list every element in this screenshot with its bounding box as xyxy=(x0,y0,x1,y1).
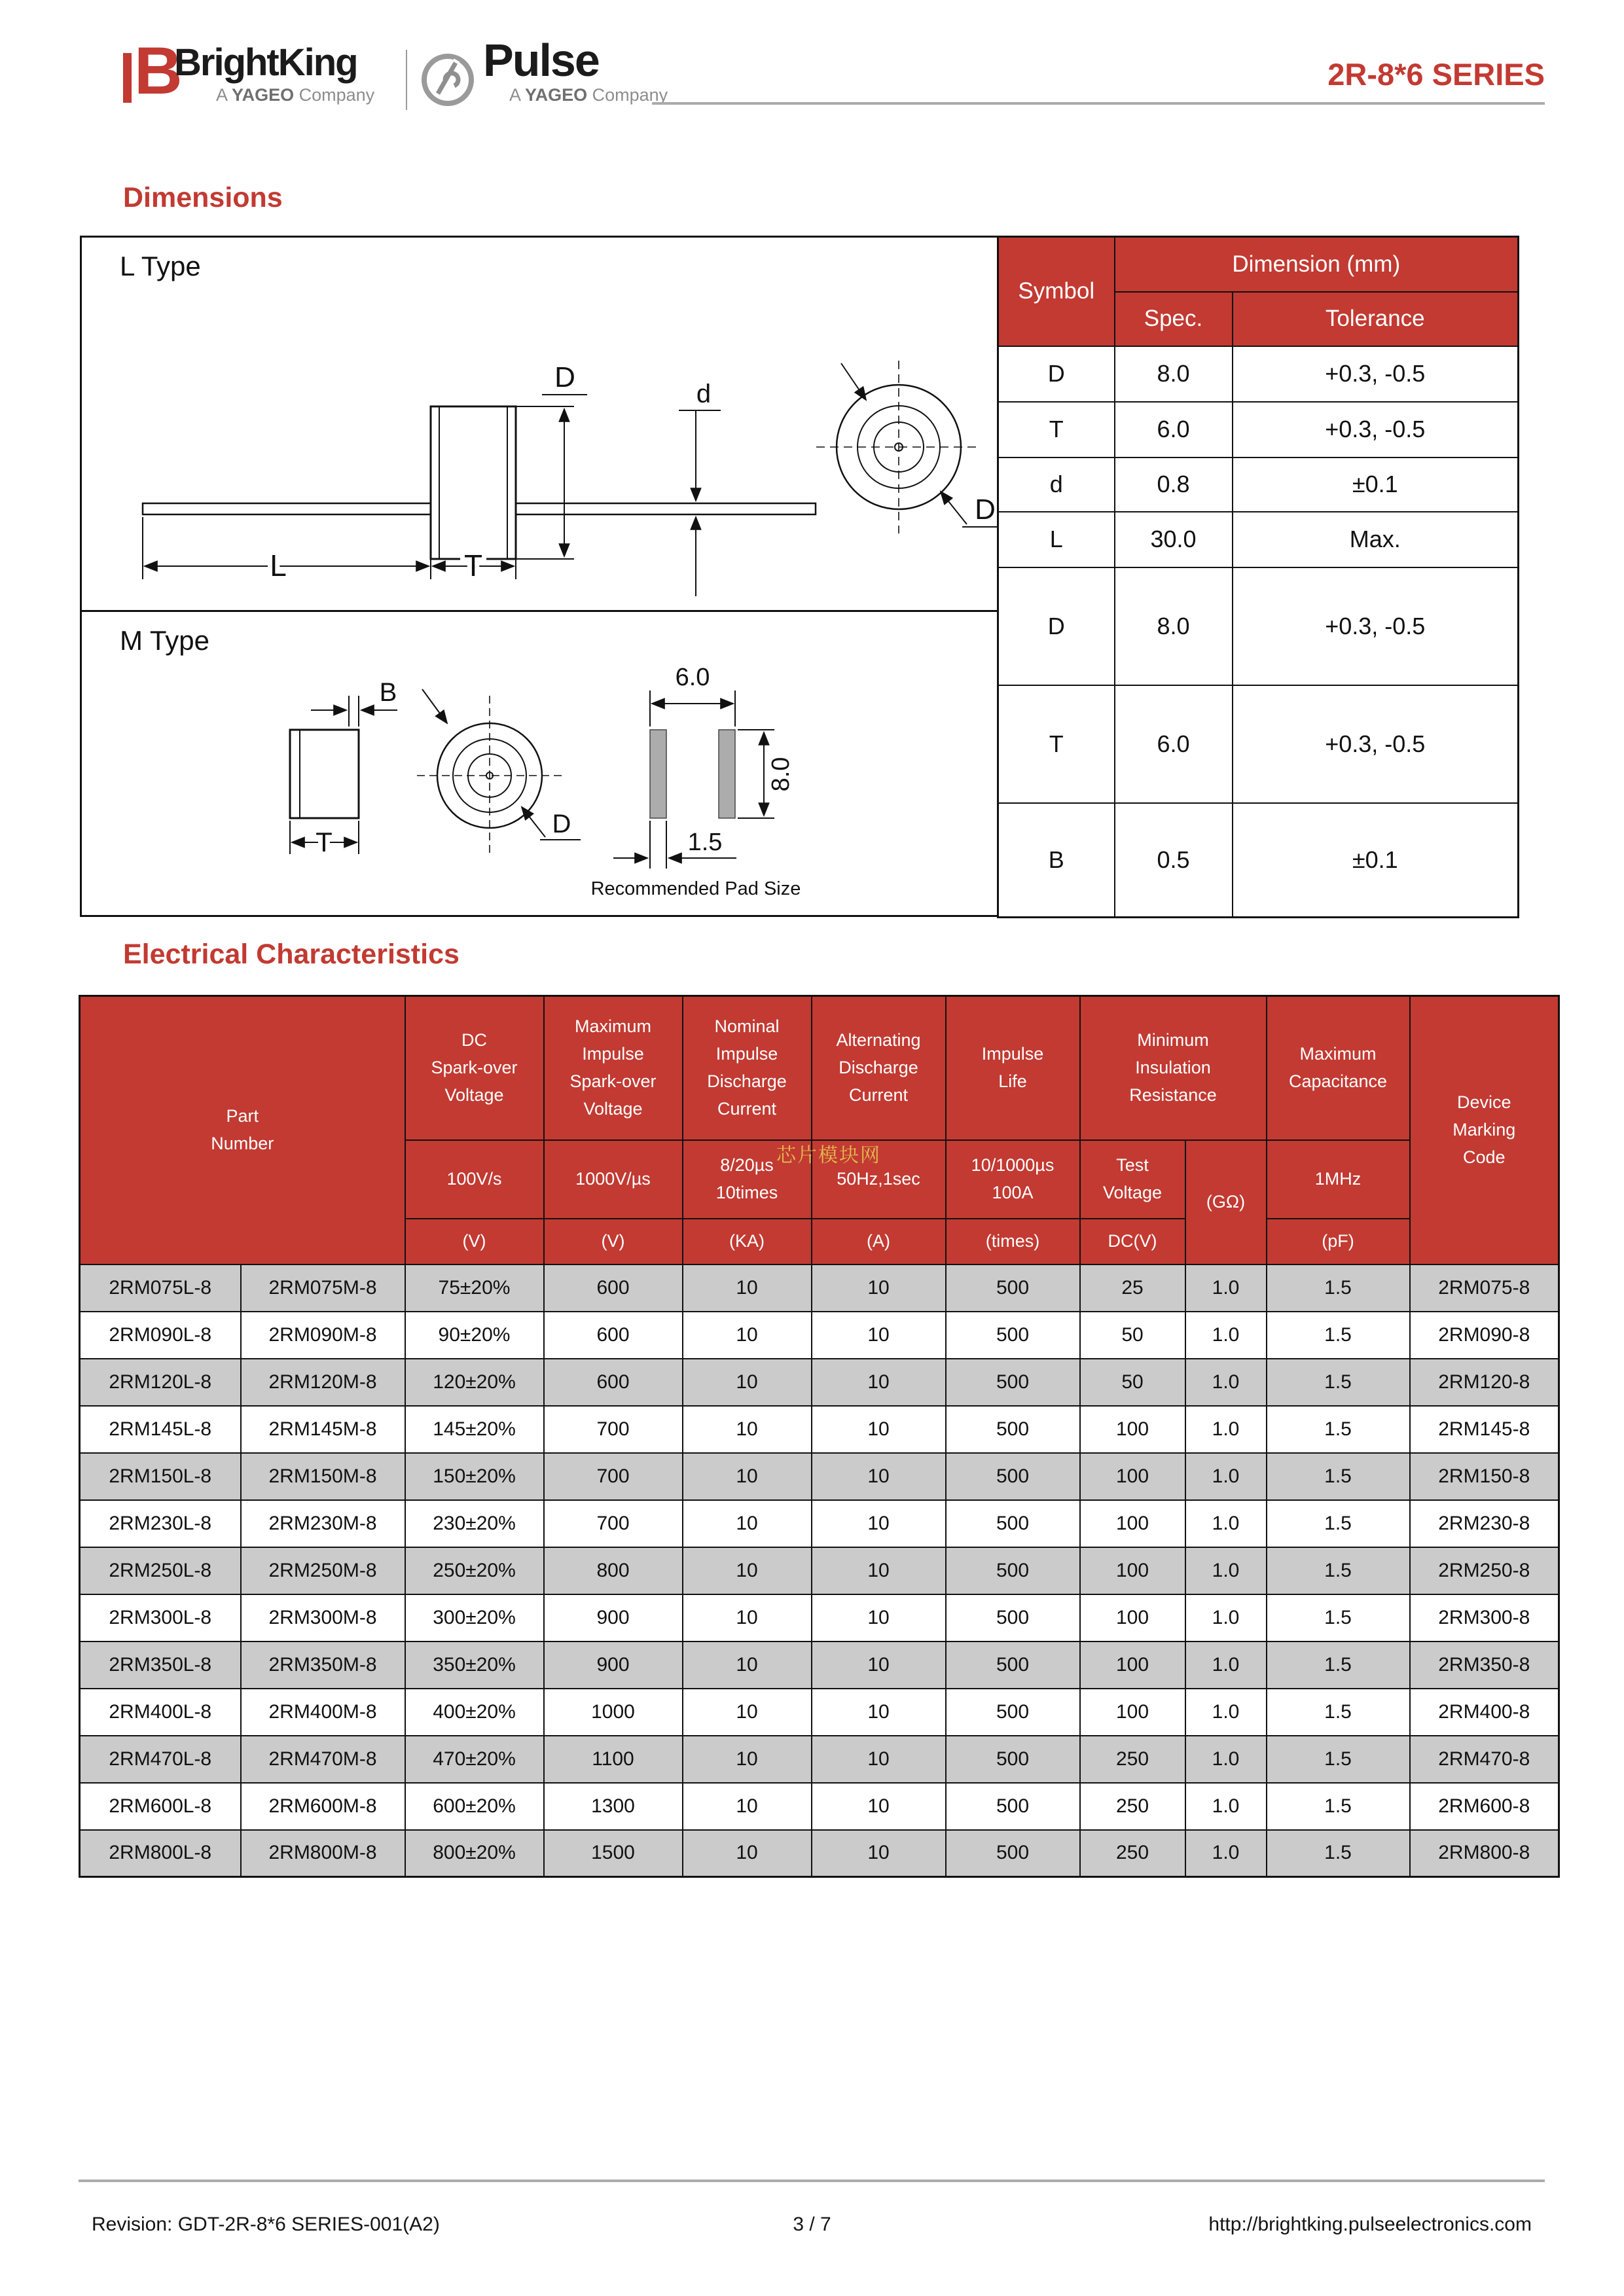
cell-dc-sparkover: 300±20% xyxy=(405,1594,544,1641)
electrical-table xyxy=(79,995,1560,1878)
cell-max-impulse: 700 xyxy=(544,1453,683,1500)
cell-part-m: 2RM230M-8 xyxy=(241,1500,405,1547)
cell-capacitance: 1.5 xyxy=(1267,1594,1410,1641)
cell-test-voltage: 250 xyxy=(1080,1736,1185,1783)
cell-nominal-discharge: 10 xyxy=(683,1736,812,1783)
pad-dim-gap: 1.5 xyxy=(687,829,723,856)
table-row xyxy=(80,1312,1559,1359)
cell-impulse-life: 500 xyxy=(946,1783,1080,1830)
l-type-panel xyxy=(82,238,997,612)
cell-dc-sparkover: 150±20% xyxy=(405,1453,544,1500)
col-alternating-discharge: Alternating Discharge Current xyxy=(812,996,946,1140)
cell-alternating: 10 xyxy=(812,1830,946,1877)
cell-marking-code: 2RM600-8 xyxy=(1410,1783,1559,1830)
cell-capacitance: 1.5 xyxy=(1267,1265,1410,1312)
dim-label-d: d xyxy=(696,380,712,408)
sub-1mhz: 1MHz xyxy=(1267,1140,1410,1219)
cell-marking-code: 2RM300-8 xyxy=(1410,1594,1559,1641)
sub-1000vus: 1000V/µs xyxy=(544,1140,683,1219)
dim-label-D-endview: D xyxy=(975,493,996,526)
col-dc-sparkover: DC Spark-over Voltage xyxy=(405,996,544,1140)
cell-gohm: 1.0 xyxy=(1185,1500,1267,1547)
footer-page-number: 3 / 7 xyxy=(793,2214,831,2235)
cell-capacitance: 1.5 xyxy=(1267,1312,1410,1359)
tagline-yageo: YAGEO xyxy=(232,85,295,105)
cell-alternating: 10 xyxy=(812,1547,946,1594)
cell-max-impulse: 900 xyxy=(544,1594,683,1641)
dimension-table xyxy=(997,236,1519,918)
m-type-label: M Type xyxy=(120,625,209,656)
cell-marking-code: 2RM400-8 xyxy=(1410,1689,1559,1736)
cell-test-voltage: 250 xyxy=(1080,1830,1185,1877)
table-row xyxy=(998,685,1519,803)
cell-impulse-life: 500 xyxy=(946,1406,1080,1453)
dim-label-T2: T xyxy=(316,827,333,857)
dim-symbol: D xyxy=(998,346,1115,402)
cell-impulse-life: 500 xyxy=(946,1830,1080,1877)
cell-test-voltage: 100 xyxy=(1080,1500,1185,1547)
table-row xyxy=(80,1500,1559,1547)
cell-part-m: 2RM600M-8 xyxy=(241,1783,405,1830)
cell-part-l: 2RM470L-8 xyxy=(80,1736,241,1783)
cell-marking-code: 2RM145-8 xyxy=(1410,1406,1559,1453)
cell-part-l: 2RM600L-8 xyxy=(80,1783,241,1830)
dim-spec: 6.0 xyxy=(1115,402,1233,457)
cell-impulse-life: 500 xyxy=(946,1689,1080,1736)
cell-nominal-discharge: 10 xyxy=(683,1312,812,1359)
cell-impulse-life: 500 xyxy=(946,1641,1080,1689)
cell-nominal-discharge: 10 xyxy=(683,1265,812,1312)
m-type-diagram xyxy=(82,612,997,913)
cell-max-impulse: 1300 xyxy=(544,1783,683,1830)
cell-impulse-life: 500 xyxy=(946,1359,1080,1406)
cell-max-impulse: 1100 xyxy=(544,1736,683,1783)
dim-col-symbol: Symbol xyxy=(998,237,1115,346)
cell-nominal-discharge: 10 xyxy=(683,1406,812,1453)
cell-dc-sparkover: 75±20% xyxy=(405,1265,544,1312)
cell-dc-sparkover: 250±20% xyxy=(405,1547,544,1594)
cell-part-m: 2RM400M-8 xyxy=(241,1689,405,1736)
cell-alternating: 10 xyxy=(812,1736,946,1783)
cell-gohm: 1.0 xyxy=(1185,1783,1267,1830)
col-max-impulse: Maximum Impulse Spark-over Voltage xyxy=(544,996,683,1140)
cell-part-l: 2RM120L-8 xyxy=(80,1359,241,1406)
dim-spec: 8.0 xyxy=(1115,567,1233,685)
footer-revision: Revision: GDT-2R-8*6 SERIES-001(A2) xyxy=(92,2214,440,2235)
dim-spec: 0.8 xyxy=(1115,457,1233,512)
cell-marking-code: 2RM230-8 xyxy=(1410,1500,1559,1547)
electrical-table-body xyxy=(80,1265,1559,1877)
header-rule xyxy=(652,102,1545,105)
cell-gohm: 1.0 xyxy=(1185,1547,1267,1594)
table-row xyxy=(80,1783,1559,1830)
col-nominal-discharge: Nominal Impulse Discharge Current xyxy=(683,996,812,1140)
unit-times: (times) xyxy=(946,1219,1080,1265)
dim-symbol: B xyxy=(998,803,1115,918)
col-part-number: Part Number xyxy=(80,996,405,1265)
brightking-logo-letter: B xyxy=(134,33,183,108)
dim-tolerance: ±0.1 xyxy=(1233,803,1519,918)
cell-dc-sparkover: 90±20% xyxy=(405,1312,544,1359)
dim-tolerance: +0.3, -0.5 xyxy=(1233,567,1519,685)
cell-marking-code: 2RM470-8 xyxy=(1410,1736,1559,1783)
cell-impulse-life: 500 xyxy=(946,1500,1080,1547)
dim-spec: 0.5 xyxy=(1115,803,1233,918)
dim-label-L: L xyxy=(270,548,287,583)
cell-nominal-discharge: 10 xyxy=(683,1641,812,1689)
l-type-diagram xyxy=(82,238,997,610)
cell-part-m: 2RM300M-8 xyxy=(241,1594,405,1641)
cell-part-l: 2RM075L-8 xyxy=(80,1265,241,1312)
sub-test-voltage: Test Voltage xyxy=(1080,1140,1185,1219)
series-title: 2R-8*6 SERIES xyxy=(1327,57,1545,92)
table-row xyxy=(998,457,1519,512)
pulse-logo-icon xyxy=(416,46,479,109)
pad-dim-side: 8.0 xyxy=(767,757,795,792)
dim-spec: 8.0 xyxy=(1115,346,1233,402)
tagline-company: Company xyxy=(298,85,375,105)
cell-gohm: 1.0 xyxy=(1185,1312,1267,1359)
cell-test-voltage: 100 xyxy=(1080,1641,1185,1689)
unit-v: (V) xyxy=(544,1219,683,1265)
cell-part-m: 2RM120M-8 xyxy=(241,1359,405,1406)
cell-test-voltage: 100 xyxy=(1080,1689,1185,1736)
table-row xyxy=(998,567,1519,685)
col-device-marking: Device Marking Code xyxy=(1410,996,1559,1265)
cell-max-impulse: 1500 xyxy=(544,1830,683,1877)
sub-101000us: 10/1000µs 100A xyxy=(946,1140,1080,1219)
cell-alternating: 10 xyxy=(812,1594,946,1641)
cell-max-impulse: 900 xyxy=(544,1641,683,1689)
sub-820us: 8/20µs 10times xyxy=(683,1140,812,1219)
cell-part-m: 2RM470M-8 xyxy=(241,1736,405,1783)
table-row xyxy=(80,1594,1559,1641)
table-row xyxy=(998,512,1519,567)
cell-alternating: 10 xyxy=(812,1453,946,1500)
dim-symbol: d xyxy=(998,457,1115,512)
brightking-logo-bar xyxy=(123,53,132,103)
col-impulse-life: Impulse Life xyxy=(946,996,1080,1140)
table-row xyxy=(80,1265,1559,1312)
cell-test-voltage: 250 xyxy=(1080,1783,1185,1830)
cell-alternating: 10 xyxy=(812,1406,946,1453)
cell-test-voltage: 25 xyxy=(1080,1265,1185,1312)
cell-alternating: 10 xyxy=(812,1265,946,1312)
cell-part-l: 2RM350L-8 xyxy=(80,1641,241,1689)
cell-gohm: 1.0 xyxy=(1185,1406,1267,1453)
cell-test-voltage: 100 xyxy=(1080,1453,1185,1500)
table-row xyxy=(80,1830,1559,1877)
brightking-logo-icon xyxy=(123,33,183,108)
cell-max-impulse: 600 xyxy=(544,1359,683,1406)
dim-col-spec: Spec. xyxy=(1115,292,1233,346)
watermark: 芯片模块网 xyxy=(776,1145,881,1166)
dim-label-T: T xyxy=(463,548,483,583)
dim-label-D-m: D xyxy=(552,810,571,838)
unit-v: (V) xyxy=(405,1219,544,1265)
table-row xyxy=(80,1547,1559,1594)
cell-capacitance: 1.5 xyxy=(1267,1453,1410,1500)
dimensions-box xyxy=(80,236,999,917)
unit-pf: (pF) xyxy=(1267,1219,1410,1265)
table-row xyxy=(80,1453,1559,1500)
brightking-tagline xyxy=(216,85,374,105)
cell-part-m: 2RM250M-8 xyxy=(241,1547,405,1594)
pad-caption: Recommended Pad Size xyxy=(590,878,801,899)
brightking-logo-text: BrightKing xyxy=(174,41,357,84)
cell-test-voltage: 100 xyxy=(1080,1406,1185,1453)
tagline-a: A xyxy=(509,85,520,105)
cell-dc-sparkover: 600±20% xyxy=(405,1783,544,1830)
cell-capacitance: 1.5 xyxy=(1267,1641,1410,1689)
tagline-a: A xyxy=(216,85,227,105)
cell-gohm: 1.0 xyxy=(1185,1453,1267,1500)
dim-col-tolerance: Tolerance xyxy=(1233,292,1519,346)
cell-impulse-life: 500 xyxy=(946,1736,1080,1783)
dim-spec: 30.0 xyxy=(1115,512,1233,567)
dim-symbol: D xyxy=(998,567,1115,685)
cell-capacitance: 1.5 xyxy=(1267,1736,1410,1783)
footer-url-link[interactable]: http://brightking.pulseelectronics.com xyxy=(1208,2214,1532,2235)
footer-rule xyxy=(79,2179,1545,2182)
cell-dc-sparkover: 470±20% xyxy=(405,1736,544,1783)
dim-col-dimension: Dimension (mm) xyxy=(1115,237,1519,292)
cell-alternating: 10 xyxy=(812,1359,946,1406)
cell-marking-code: 2RM090-8 xyxy=(1410,1312,1559,1359)
cell-nominal-discharge: 10 xyxy=(683,1594,812,1641)
cell-impulse-life: 500 xyxy=(946,1453,1080,1500)
unit-ka: (KA) xyxy=(683,1219,812,1265)
cell-gohm: 1.0 xyxy=(1185,1736,1267,1783)
cell-max-impulse: 700 xyxy=(544,1500,683,1547)
unit-a: (A) xyxy=(812,1219,946,1265)
col-max-capacitance: Maximum Capacitance xyxy=(1267,996,1410,1140)
cell-dc-sparkover: 120±20% xyxy=(405,1359,544,1406)
cell-part-m: 2RM800M-8 xyxy=(241,1830,405,1877)
cell-impulse-life: 500 xyxy=(946,1594,1080,1641)
sub-gohm: (GΩ) xyxy=(1185,1140,1267,1265)
sub-100vs: 100V/s xyxy=(405,1140,544,1219)
cell-capacitance: 1.5 xyxy=(1267,1500,1410,1547)
cell-marking-code: 2RM150-8 xyxy=(1410,1453,1559,1500)
dim-symbol: T xyxy=(998,402,1115,457)
cell-nominal-discharge: 10 xyxy=(683,1359,812,1406)
cell-gohm: 1.0 xyxy=(1185,1594,1267,1641)
cell-max-impulse: 700 xyxy=(544,1406,683,1453)
sub-50hz: 50Hz,1sec xyxy=(812,1140,946,1219)
pulse-tagline xyxy=(509,85,668,105)
cell-nominal-discharge: 10 xyxy=(683,1500,812,1547)
cell-alternating: 10 xyxy=(812,1500,946,1547)
cell-part-l: 2RM090L-8 xyxy=(80,1312,241,1359)
cell-gohm: 1.0 xyxy=(1185,1689,1267,1736)
cell-impulse-life: 500 xyxy=(946,1265,1080,1312)
dim-symbol: L xyxy=(998,512,1115,567)
dim-tolerance: +0.3, -0.5 xyxy=(1233,402,1519,457)
cell-dc-sparkover: 400±20% xyxy=(405,1689,544,1736)
cell-part-m: 2RM075M-8 xyxy=(241,1265,405,1312)
table-row xyxy=(80,1641,1559,1689)
col-min-insulation: Minimum Insulation Resistance xyxy=(1080,996,1267,1140)
cell-gohm: 1.0 xyxy=(1185,1641,1267,1689)
m-type-panel xyxy=(82,612,997,915)
table-row xyxy=(998,803,1519,918)
cell-max-impulse: 600 xyxy=(544,1312,683,1359)
cell-impulse-life: 500 xyxy=(946,1547,1080,1594)
cell-capacitance: 1.5 xyxy=(1267,1406,1410,1453)
dim-tolerance: +0.3, -0.5 xyxy=(1233,346,1519,402)
cell-dc-sparkover: 350±20% xyxy=(405,1641,544,1689)
dim-label-D: D xyxy=(554,361,575,393)
cell-dc-sparkover: 145±20% xyxy=(405,1406,544,1453)
cell-impulse-life: 500 xyxy=(946,1312,1080,1359)
cell-max-impulse: 600 xyxy=(544,1265,683,1312)
cell-alternating: 10 xyxy=(812,1641,946,1689)
cell-alternating: 10 xyxy=(812,1689,946,1736)
dim-symbol: T xyxy=(998,685,1115,803)
cell-alternating: 10 xyxy=(812,1312,946,1359)
cell-part-l: 2RM230L-8 xyxy=(80,1500,241,1547)
tagline-company: Company xyxy=(592,85,668,105)
pad-dim-top: 6.0 xyxy=(675,664,710,691)
cell-test-voltage: 100 xyxy=(1080,1594,1185,1641)
cell-alternating: 10 xyxy=(812,1783,946,1830)
cell-test-voltage: 50 xyxy=(1080,1312,1185,1359)
cell-gohm: 1.0 xyxy=(1185,1359,1267,1406)
tagline-yageo: YAGEO xyxy=(525,85,588,105)
cell-max-impulse: 800 xyxy=(544,1547,683,1594)
cell-part-l: 2RM150L-8 xyxy=(80,1453,241,1500)
cell-part-l: 2RM800L-8 xyxy=(80,1830,241,1877)
cell-dc-sparkover: 230±20% xyxy=(405,1500,544,1547)
cell-nominal-discharge: 10 xyxy=(683,1830,812,1877)
table-row xyxy=(80,1689,1559,1736)
logo-divider xyxy=(406,50,407,110)
table-row xyxy=(80,1406,1559,1453)
cell-marking-code: 2RM120-8 xyxy=(1410,1359,1559,1406)
cell-dc-sparkover: 800±20% xyxy=(405,1830,544,1877)
table-row xyxy=(80,1736,1559,1783)
pulse-logo-text: Pulse xyxy=(483,35,599,86)
cell-part-l: 2RM250L-8 xyxy=(80,1547,241,1594)
cell-capacitance: 1.5 xyxy=(1267,1783,1410,1830)
dim-label-B: B xyxy=(379,678,397,707)
dim-spec: 6.0 xyxy=(1115,685,1233,803)
dim-tolerance: Max. xyxy=(1233,512,1519,567)
cell-marking-code: 2RM250-8 xyxy=(1410,1547,1559,1594)
cell-nominal-discharge: 10 xyxy=(683,1783,812,1830)
cell-capacitance: 1.5 xyxy=(1267,1547,1410,1594)
cell-gohm: 1.0 xyxy=(1185,1830,1267,1877)
dimensions-heading: Dimensions xyxy=(123,182,283,213)
cell-test-voltage: 50 xyxy=(1080,1359,1185,1406)
dim-tolerance: ±0.1 xyxy=(1233,457,1519,512)
cell-capacitance: 1.5 xyxy=(1267,1830,1410,1877)
cell-part-m: 2RM145M-8 xyxy=(241,1406,405,1453)
cell-nominal-discharge: 10 xyxy=(683,1689,812,1736)
table-row xyxy=(998,346,1519,402)
cell-part-m: 2RM150M-8 xyxy=(241,1453,405,1500)
cell-gohm: 1.0 xyxy=(1185,1265,1267,1312)
l-type-label: L Type xyxy=(120,251,201,281)
cell-nominal-discharge: 10 xyxy=(683,1547,812,1594)
table-row xyxy=(998,402,1519,457)
cell-part-l: 2RM145L-8 xyxy=(80,1406,241,1453)
cell-marking-code: 2RM800-8 xyxy=(1410,1830,1559,1877)
cell-test-voltage: 100 xyxy=(1080,1547,1185,1594)
cell-marking-code: 2RM075-8 xyxy=(1410,1265,1559,1312)
table-row xyxy=(80,1359,1559,1406)
electrical-heading: Electrical Characteristics xyxy=(123,939,460,970)
dim-tolerance: +0.3, -0.5 xyxy=(1233,685,1519,803)
cell-part-m: 2RM350M-8 xyxy=(241,1641,405,1689)
cell-part-l: 2RM300L-8 xyxy=(80,1594,241,1641)
cell-capacitance: 1.5 xyxy=(1267,1359,1410,1406)
cell-nominal-discharge: 10 xyxy=(683,1453,812,1500)
cell-capacitance: 1.5 xyxy=(1267,1689,1410,1736)
cell-part-m: 2RM090M-8 xyxy=(241,1312,405,1359)
cell-part-l: 2RM400L-8 xyxy=(80,1689,241,1736)
unit-dcv: DC(V) xyxy=(1080,1219,1185,1265)
cell-marking-code: 2RM350-8 xyxy=(1410,1641,1559,1689)
cell-max-impulse: 1000 xyxy=(544,1689,683,1736)
